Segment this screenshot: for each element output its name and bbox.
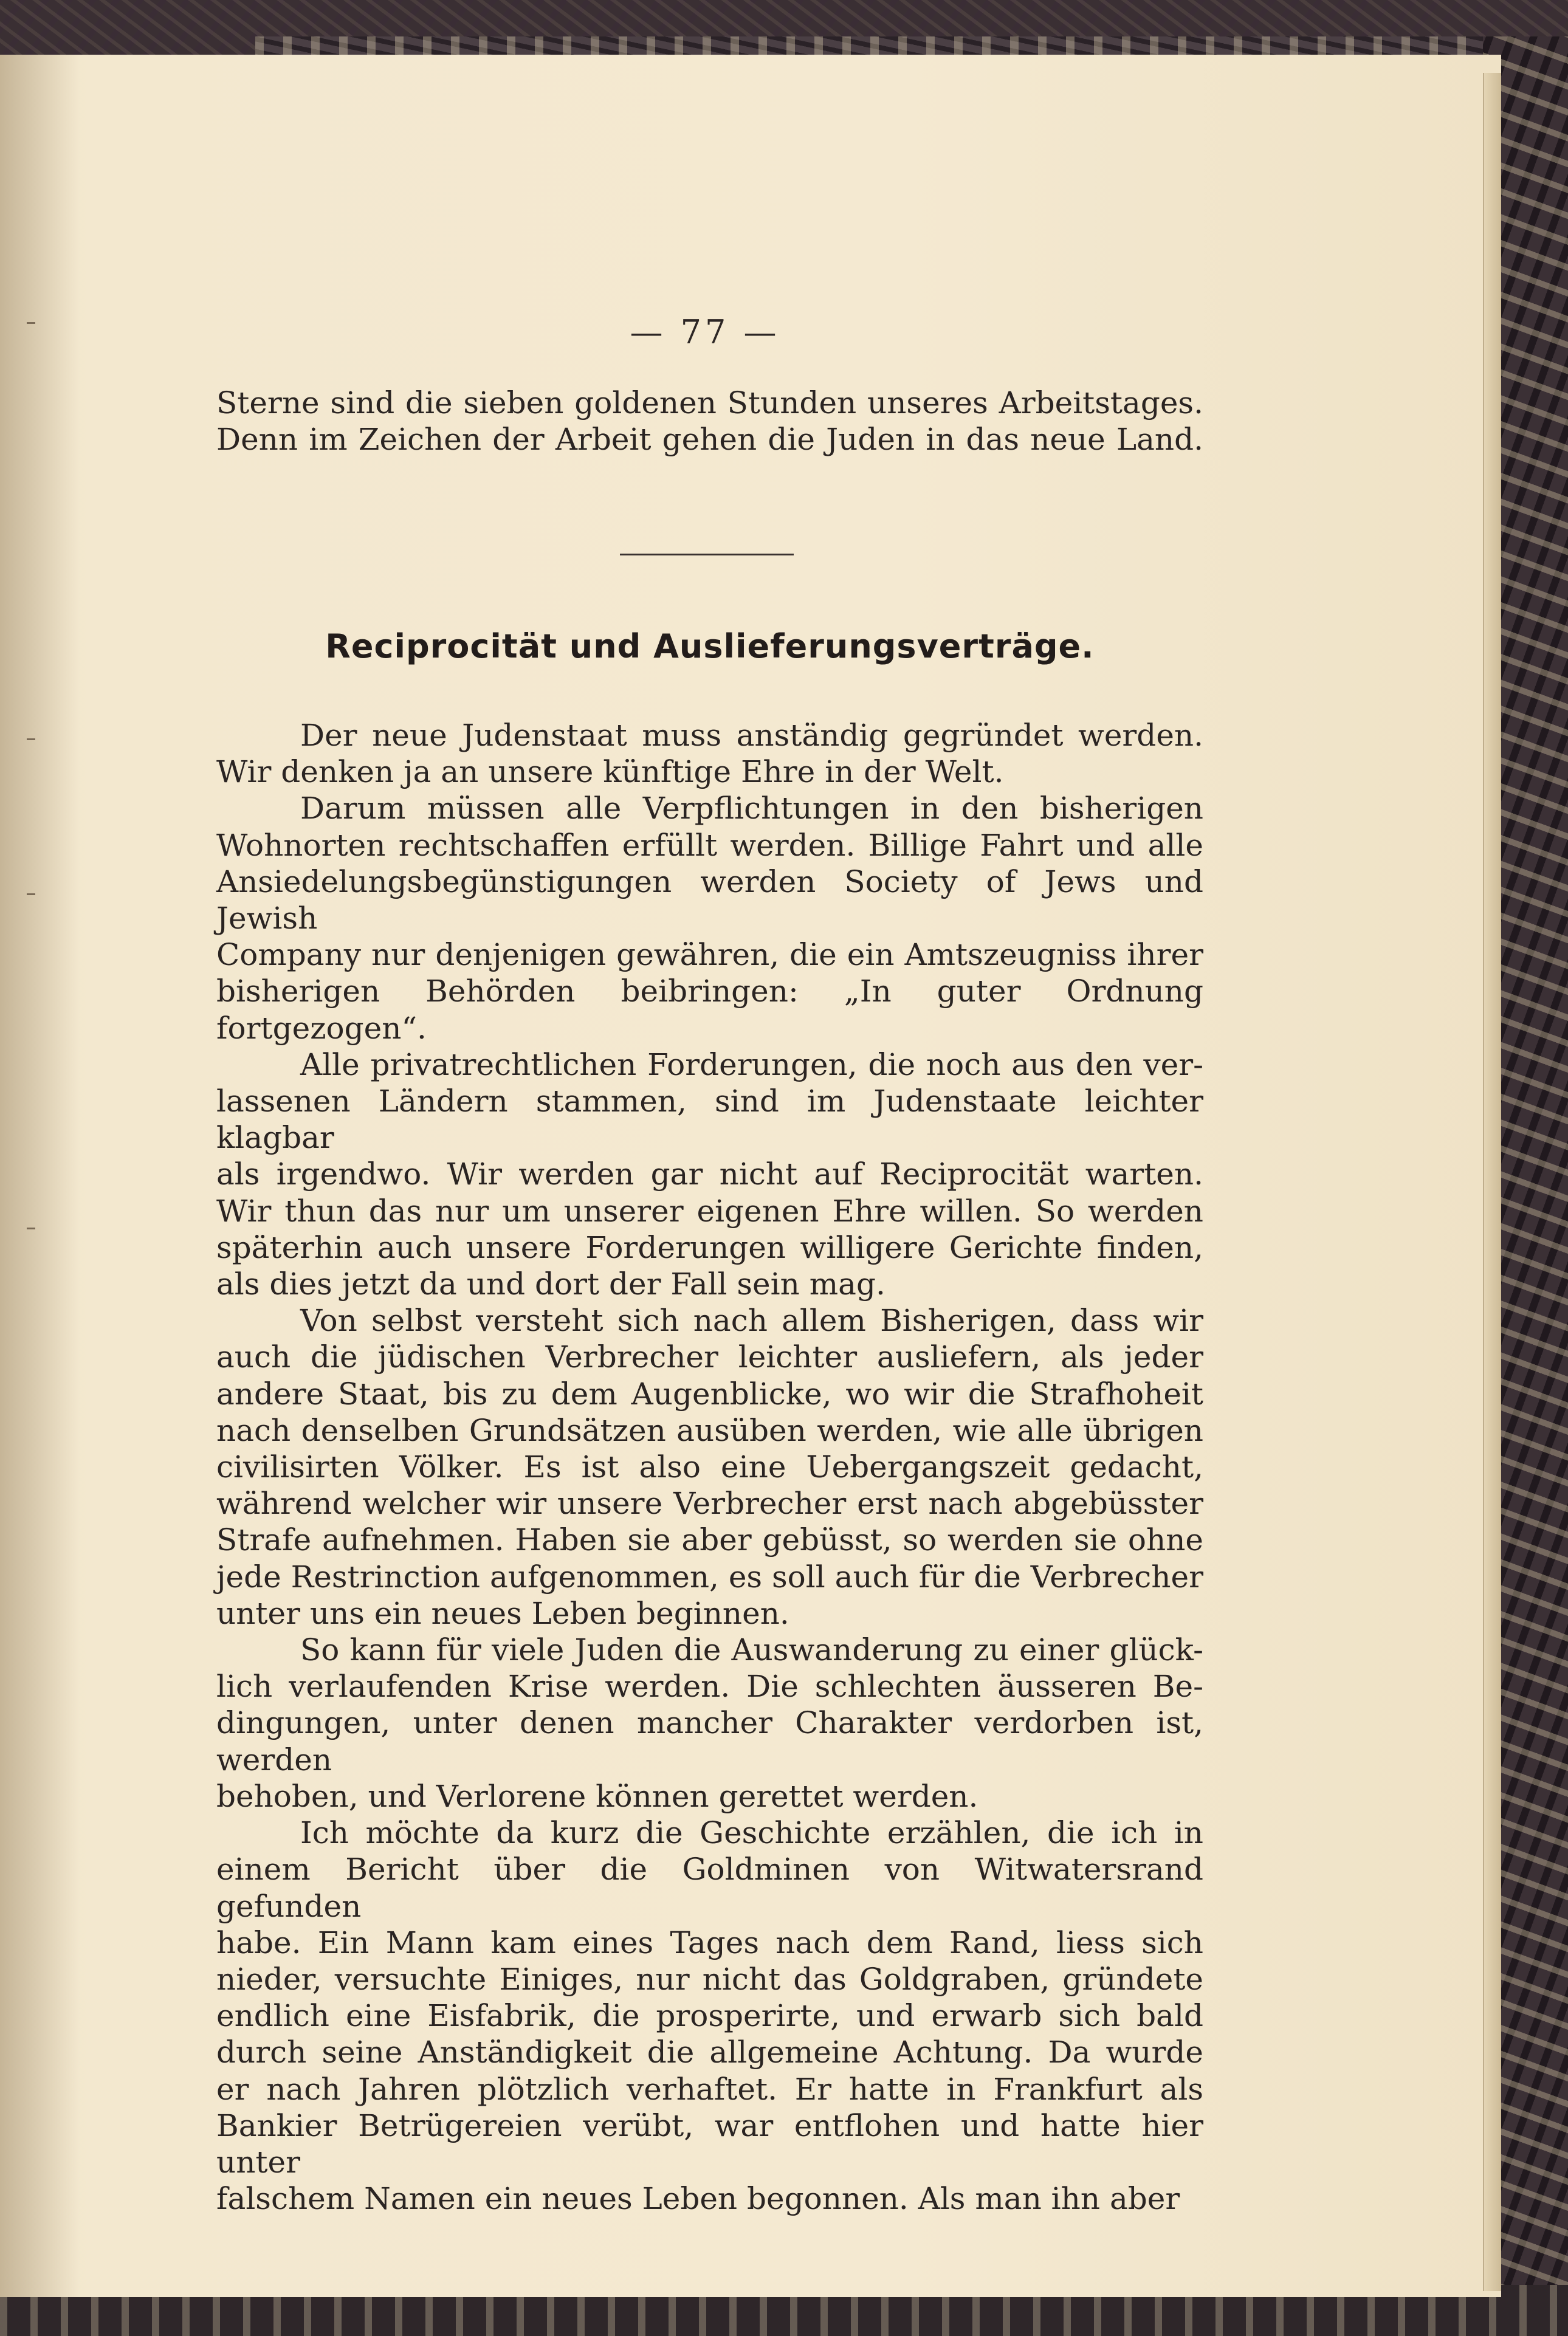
- paragraph: [216, 717, 1203, 790]
- paragraph: [216, 790, 1203, 1046]
- page-stack-edge: [1483, 73, 1501, 2291]
- text-line: habe. Ein Mann kam eines Tages nach dem Rand, liess sich: [216, 1925, 1203, 1960]
- paragraph: [216, 1302, 1203, 1632]
- text-line: Von selbst versteht sich nach allem Bisherigen, dass wir: [300, 1303, 1203, 1339]
- text-line: Denn im Zeichen der Arbeit gehen die Juden in das neue Land.: [216, 422, 1203, 457]
- text-line: während welcher wir unsere Verbrecher erst nach abgebüsster: [216, 1486, 1203, 1522]
- text-line: Strafe aufnehmen. Haben sie aber gebüsst, so werden sie ohne: [216, 1522, 1203, 1558]
- text-line: Wir thun das nur um unserer eigenen Ehre willen. So werden: [216, 1193, 1203, 1229]
- text-line: einem Bericht über die Goldminen von Witwatersrand gefunden: [216, 1852, 1203, 1924]
- section-divider: [620, 554, 794, 555]
- text-line: Bankier Betrügereien verübt, war entflohen und hatte hier unter: [216, 2108, 1203, 2180]
- text-line: Darum müssen alle Verpflichtungen in den bisherigen: [300, 791, 1203, 826]
- text-line: falschem Namen ein neues Leben begonnen. Als man ihn aber: [216, 2181, 1180, 2217]
- text-line: späterhin auch unsere Forderungen willigere Gerichte finden,: [216, 1229, 1203, 1265]
- text-line: nach denselben Grundsätzen ausüben werden, wie alle übrigen: [216, 1412, 1203, 1448]
- text-line: civilisirten Völker. Es ist also eine Uebergangszeit gedacht,: [216, 1449, 1203, 1485]
- text-line: er nach Jahren plötzlich verhaftet. Er hatte in Frankfurt als: [216, 2071, 1203, 2107]
- paragraph: [216, 1632, 1203, 1815]
- intro-text: [216, 385, 1203, 458]
- paragraph: [216, 1046, 1203, 1302]
- section-heading: Reciprocität und Auslieferungsverträge.: [325, 627, 1095, 665]
- text-line: durch seine Anständigkeit die allgemeine Achtung. Da wurde: [216, 2035, 1203, 2070]
- text-line: auch die jüdischen Verbrecher leichter ausliefern, als jeder: [216, 1339, 1203, 1375]
- text-line: andere Staat, bis zu dem Augenblicke, wo wir die Strafhoheit: [216, 1376, 1203, 1412]
- spine-shadow: [0, 55, 79, 2297]
- text-line: als dies jetzt da und dort der Fall sein mag.: [216, 1266, 885, 1302]
- text-line: Company nur denjenigen gewähren, die ein Amtszeugniss ihrer: [216, 937, 1203, 973]
- text-line: lich verlaufenden Krise werden. Die schlechten äusseren Be-: [216, 1669, 1203, 1705]
- text-line: Ich möchte da kurz die Geschichte erzählen, die ich in: [300, 1815, 1203, 1851]
- text-line: Alle privatrechtlichen Forderungen, die noch aus den ver-: [300, 1046, 1203, 1082]
- body-text: [216, 717, 1203, 2217]
- text-line: Wohnorten rechtschaffen erfüllt werden. Billige Fahrt und alle: [216, 827, 1203, 863]
- text-line: lassenen Ländern stammen, sind im Judenstaate leichter klagbar: [216, 1084, 1203, 1156]
- text-line: als irgendwo. Wir werden gar nicht auf Reciprocität warten.: [216, 1156, 1203, 1192]
- text-line: Der neue Judenstaat muss anständig gegründet werden.: [300, 718, 1203, 753]
- text-line: So kann für viele Juden die Auswanderung zu einer glück-: [300, 1632, 1203, 1668]
- text-line: endlich eine Eisfabrik, die prosperirte, und erwarb sich bald: [216, 1998, 1203, 2034]
- text-line: bisherigen Behörden beibringen: „In guter Ordnung fortgezogen“.: [216, 974, 1203, 1046]
- paragraph: [216, 1815, 1203, 2217]
- text-line: Sterne sind die sieben goldenen Stunden unseres Arbeitstages.: [216, 385, 1203, 421]
- text-line: unter uns ein neues Leben beginnen.: [216, 1595, 789, 1631]
- page-number: — 77 —: [630, 313, 780, 351]
- text-line: jede Restrinction aufgenommen, es soll auch für die Verbrecher: [216, 1559, 1203, 1595]
- text-line: Ansiedelungsbegünstigungen werden Society of Jews und Jewish: [216, 864, 1203, 936]
- text-line: nieder, versuchte Einiges, nur nicht das Goldgraben, gründete: [216, 1961, 1203, 1997]
- text-line: behoben, und Verlorene können gerettet werden.: [216, 1778, 978, 1814]
- text-line: Wir denken ja an unsere künftige Ehre in der Welt.: [216, 754, 1004, 790]
- text-line: dingungen, unter denen mancher Charakter verdorben ist, werden: [216, 1705, 1203, 1778]
